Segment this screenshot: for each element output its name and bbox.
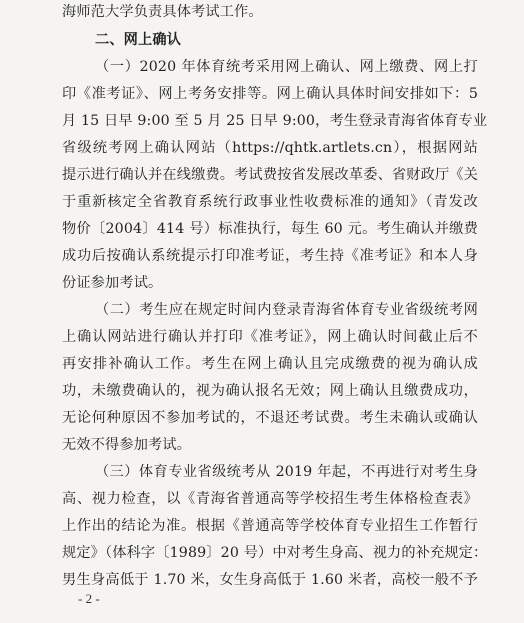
text-line-21: 规定》（体科字〔1989〕20 号）中对考生身高、视力的补充规定： [62, 545, 488, 561]
text-line-20: 上作出的结论为准。根据《普通高等学校体育专业招生工作暂行 [62, 518, 478, 534]
text-line-13: 上确认网站进行确认并打印《准考证》，网上确认时间截止后不 [62, 329, 478, 345]
text-line-6: 省级统考网上确认网站（https://qhtk.artlets.cn），根据网站 [62, 140, 478, 156]
text-line-5: 月 15 日早 9:00 至 5 月 25 日早 9:00，考生登录青海省体育专业 [62, 113, 488, 129]
text-line-12: （二）考生应在规定时间内登录青海省体育专业省级统考网 [95, 302, 478, 318]
text-line-15: 功，未缴费确认的，视为确认报名无效；网上确认且缴费成功， [62, 383, 478, 399]
text-line-18: （三）体育专业省级统考从 2019 年起，不再进行对考生身 [95, 464, 478, 480]
text-line-8: 于重新核定全省教育系统行政事业性收费标准的通知》（青发改 [62, 194, 478, 210]
text-line-10: 成功后按确认系统提示打印准考证，考生持《准考证》和本人身 [62, 248, 478, 264]
text-line-11: 份证参加考试。 [62, 275, 163, 291]
text-line-17: 无效不得参加考试。 [62, 437, 192, 453]
text-line-9: 物价〔2004〕414 号）标准执行，每生 60 元。考生确认并缴费 [62, 221, 478, 237]
page-number: - 2 - [78, 591, 100, 606]
text-line-16: 无论何种原因不参加考试的，不退还考试费。考生未确认或确认 [62, 410, 478, 426]
text-line-19: 高、视力检查，以《青海省普通高等学校招生考生体格检查表》 [62, 491, 478, 507]
text-line-7: 提示进行确认并在线缴费。考试费按省发展改革委、省财政厅《关 [62, 167, 478, 183]
text-line-4: 印《准考证》、网上考务安排等。网上确认具体时间安排如下：5 [62, 86, 478, 102]
text-line-22: 男生身高低于 1.70 米，女生身高低于 1.60 米者，高校一般不予 [62, 572, 478, 588]
text-line-1: 海师范大学负责具体考试工作。 [62, 4, 263, 20]
text-line-14: 再安排补确认工作。考生在网上确认且完成缴费的视为确认成 [62, 356, 478, 372]
text-line-3: （一）2020 年体育统考采用网上确认、网上缴费、网上打 [95, 59, 478, 75]
section-heading: 二、网上确认 [95, 32, 182, 48]
